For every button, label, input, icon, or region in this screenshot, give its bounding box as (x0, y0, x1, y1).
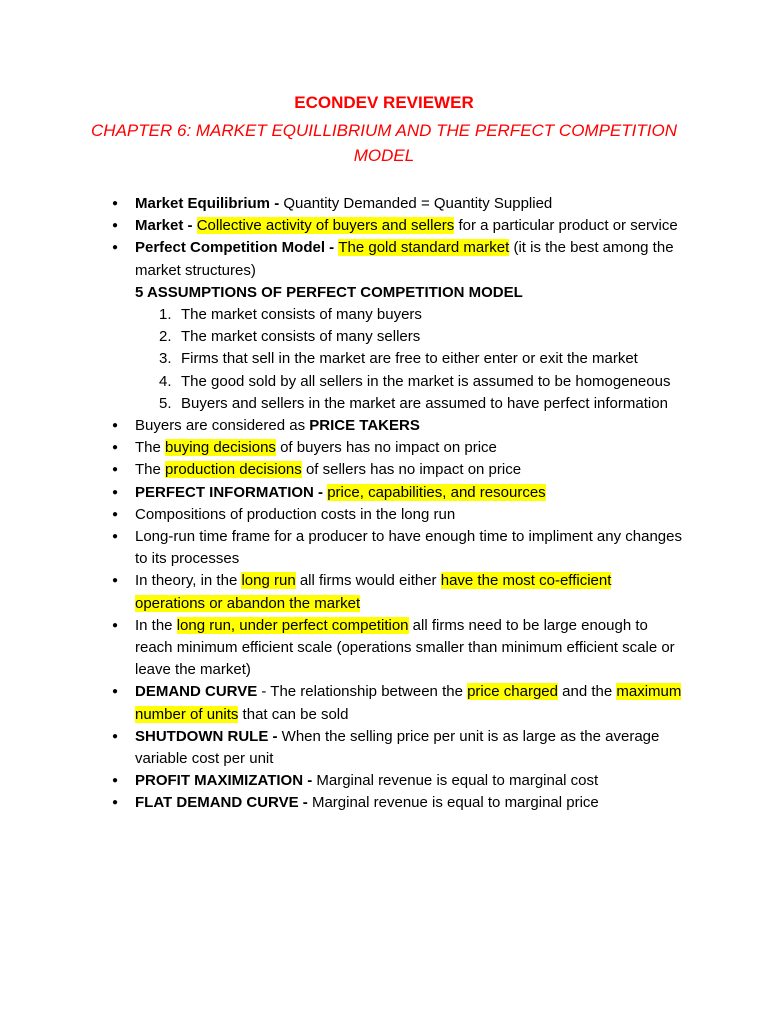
definition: Long-run time frame for a producer to have enough time to impliment any changes to its processes (135, 528, 682, 568)
list-item (0, 437, 768, 459)
highlighted-text: have the most co-efficient operations or abandon the market (135, 572, 612, 612)
list-item (0, 459, 768, 481)
definition: Marginal revenue is equal to marginal cost (316, 772, 599, 790)
definition: Marginal revenue is equal to marginal price (311, 794, 599, 812)
list-item (0, 770, 768, 792)
list-item (0, 504, 768, 526)
chapter-title: CHAPTER 6: MARKET EQUILLIBRIUM AND THE PERFECT COMPETITION MODEL (91, 121, 677, 165)
definition: of buyers has no impact on price (275, 439, 497, 457)
list-item (135, 393, 684, 415)
highlighted-text: long run, under perfect competition (176, 616, 409, 634)
list-item (0, 570, 768, 614)
definition: (it is the best among the market structures) (135, 239, 674, 279)
list-item (0, 615, 768, 682)
list-item (0, 482, 768, 504)
term: DEMAND CURVE (135, 683, 258, 701)
text-prefix: In theory, in the (135, 572, 242, 590)
term: PROFIT MAXIMIZATION - (135, 772, 317, 790)
text-prefix: - The relationship between the (257, 683, 468, 701)
definition: Compositions of production costs in the long run (135, 505, 456, 523)
list-item (135, 326, 684, 348)
item-number: 5. (159, 394, 172, 412)
item-number: 2. (159, 328, 172, 346)
text-prefix: In the (135, 616, 177, 634)
list-item (0, 526, 768, 570)
assumptions-heading: 5 ASSUMPTIONS OF PERFECT COMPETITION MODEL (135, 283, 523, 301)
list-item (135, 371, 684, 393)
notes-body (0, 193, 768, 815)
text-prefix: The (135, 439, 166, 457)
term: Market - (135, 217, 197, 235)
text-prefix: The (135, 461, 166, 479)
definition: that can be sold (238, 705, 349, 723)
list-item (0, 193, 768, 215)
definition: When the selling price per unit is as large as the average variable cost per unit (135, 727, 660, 768)
text-middle: and the (557, 683, 617, 701)
document-title: ECONDEV REVIEWER (294, 93, 474, 112)
term: SHUTDOWN RULE - (135, 727, 282, 745)
definition: Quantity Demanded = Quantity Supplied (283, 195, 553, 212)
item-text: Firms that sell in the market are free to either enter or exit the market (181, 350, 638, 368)
definition: Buyers are considered as (135, 417, 310, 435)
item-text: The market consists of many buyers (181, 306, 422, 324)
item-number: 1. (159, 306, 172, 324)
highlighted-text: buying decisions (165, 439, 276, 457)
item-text: The market consists of many sellers (181, 328, 421, 346)
highlighted-text: price charged (467, 683, 558, 701)
definition: for a particular product or service (454, 217, 678, 235)
term: PRICE TAKERS (309, 417, 420, 435)
text-middle: all firms would either (295, 572, 441, 590)
highlighted-text: price, capabilities, and resources (327, 483, 546, 501)
list-item (0, 215, 768, 237)
term: Market Equilibrium - (135, 195, 284, 212)
term: PERFECT INFORMATION - (135, 483, 328, 501)
highlighted-text: maximum number of units (135, 683, 682, 723)
assumptions-list (135, 304, 684, 415)
bullet-list (0, 193, 768, 815)
definition: of sellers has no impact on price (301, 461, 522, 479)
highlighted-text: production decisions (165, 461, 302, 479)
item-text: The good sold by all sellers in the market is assumed to be homogeneous (181, 372, 671, 390)
list-item (135, 348, 684, 370)
highlighted-text: Collective activity of buyers and sellers (196, 217, 455, 235)
highlighted-text: long run (241, 572, 296, 590)
term: Perfect Competition Model - (135, 239, 339, 257)
definition: all firms need to be large enough to reach minimum efficient scale (operations smaller than minimum efficient scale or leave the market) (135, 616, 675, 679)
highlighted-text: The gold standard market (338, 239, 510, 257)
item-text: Buyers and sellers in the market are assumed to have perfect information (181, 394, 668, 412)
list-item (0, 415, 768, 437)
list-item (0, 792, 768, 814)
item-number: 3. (159, 350, 172, 368)
list-item (135, 304, 684, 326)
list-item (0, 681, 768, 725)
list-item (0, 726, 768, 770)
term: FLAT DEMAND CURVE - (135, 794, 312, 812)
item-number: 4. (159, 372, 172, 390)
list-item (0, 237, 768, 415)
